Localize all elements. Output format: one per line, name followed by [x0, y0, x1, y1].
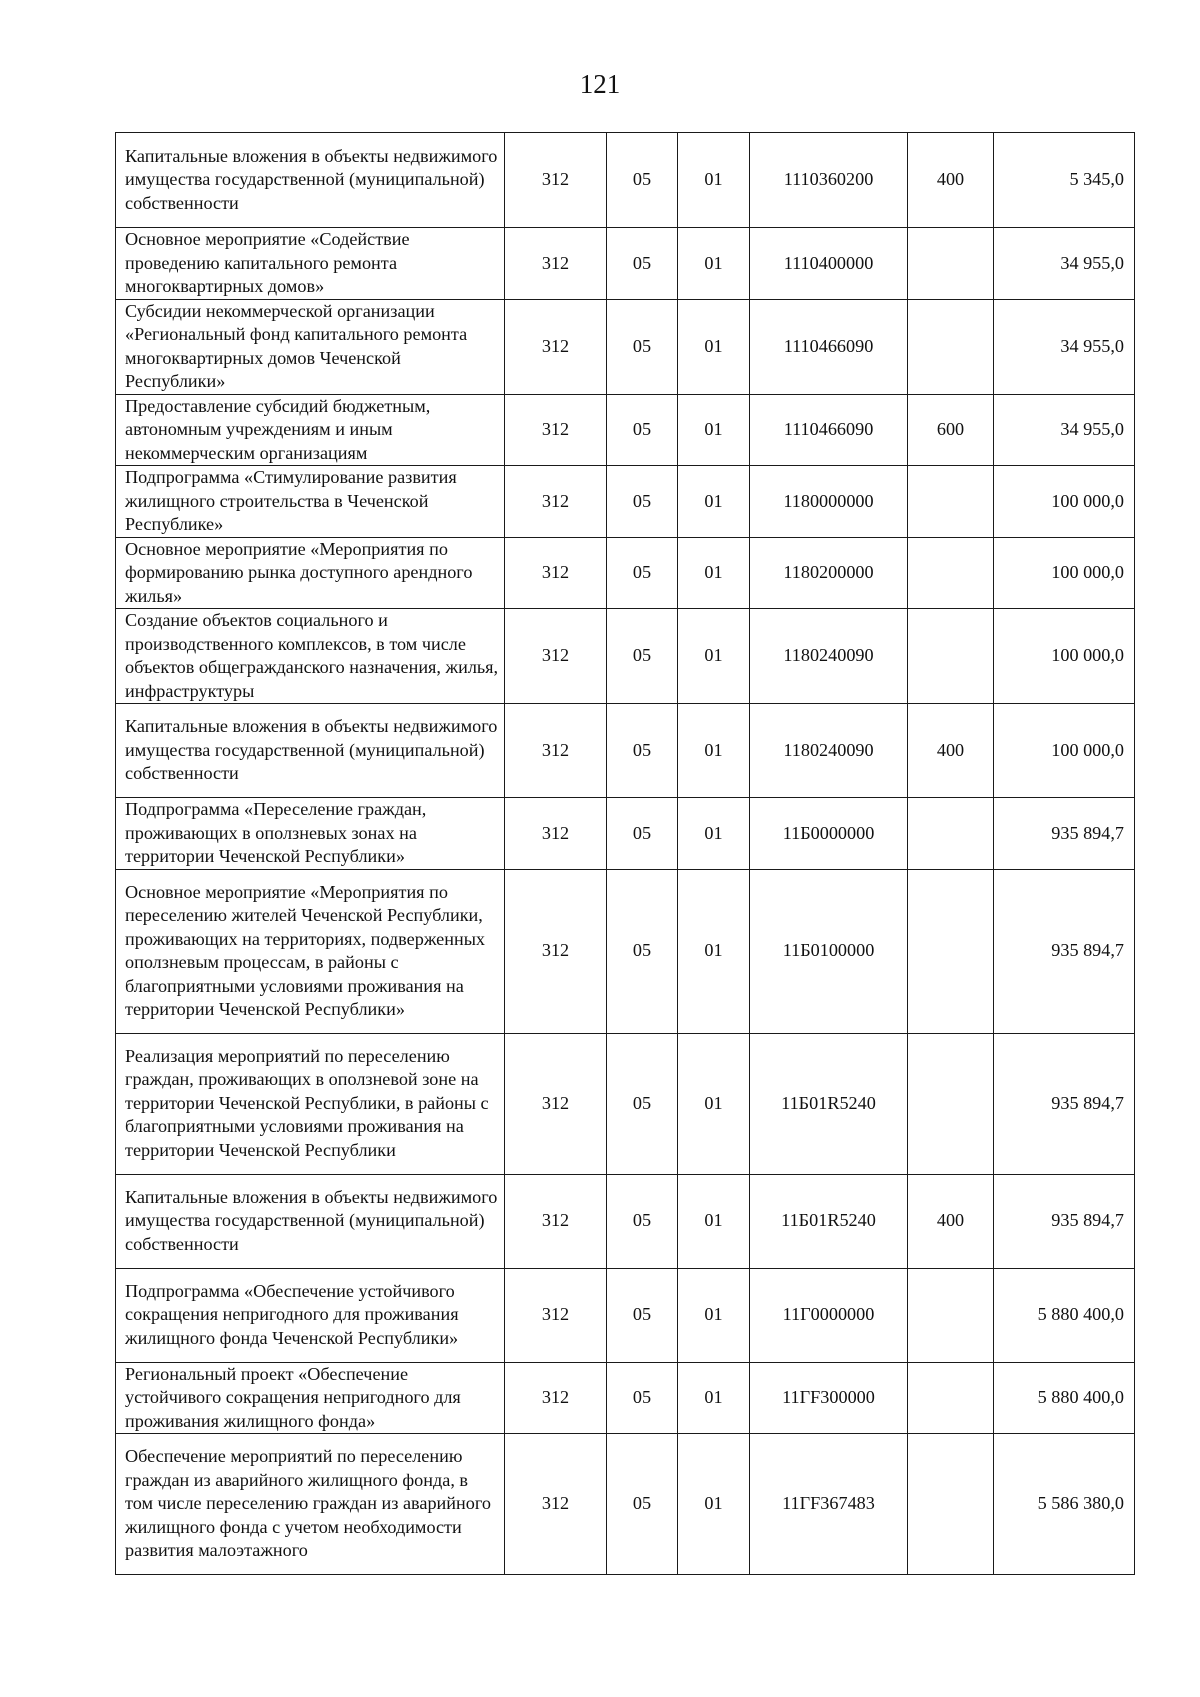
row-section-code: 05 — [607, 1434, 678, 1575]
row-target-code: 11Б0000000 — [750, 798, 908, 870]
row-amount: 100 000,0 — [994, 704, 1135, 798]
row-amount: 5 880 400,0 — [994, 1362, 1135, 1434]
row-ministry-code: 312 — [505, 1362, 607, 1434]
row-subsection-code: 01 — [678, 704, 750, 798]
row-section-code: 05 — [607, 1033, 678, 1174]
table-row — [116, 394, 1135, 466]
row-subsection-code: 01 — [678, 798, 750, 870]
table-row — [116, 1174, 1135, 1268]
table-row — [116, 1268, 1135, 1362]
row-name: Капитальные вложения в объекты недвижимого имущества государственной (муниципальной) собственности — [116, 133, 505, 228]
row-target-code: 1110466090 — [750, 394, 908, 466]
row-subsection-code: 01 — [678, 1033, 750, 1174]
row-expense-type: 400 — [908, 1174, 994, 1268]
row-name: Основное мероприятие «Содействие проведению капитального ремонта многоквартирных домов» — [116, 228, 505, 300]
row-expense-type — [908, 466, 994, 538]
row-expense-type: 600 — [908, 394, 994, 466]
row-expense-type: 400 — [908, 704, 994, 798]
row-ministry-code: 312 — [505, 228, 607, 300]
row-ministry-code: 312 — [505, 1434, 607, 1575]
table-row — [116, 1033, 1135, 1174]
row-subsection-code: 01 — [678, 466, 750, 538]
row-subsection-code: 01 — [678, 133, 750, 228]
row-section-code: 05 — [607, 609, 678, 704]
row-target-code: 1180240090 — [750, 609, 908, 704]
row-subsection-code: 01 — [678, 299, 750, 394]
row-subsection-code: 01 — [678, 394, 750, 466]
row-target-code: 11Б01R5240 — [750, 1174, 908, 1268]
row-amount: 935 894,7 — [994, 1174, 1135, 1268]
row-section-code: 05 — [607, 704, 678, 798]
row-section-code: 05 — [607, 1174, 678, 1268]
row-subsection-code: 01 — [678, 228, 750, 300]
row-target-code: 11Б0100000 — [750, 869, 908, 1033]
row-section-code: 05 — [607, 537, 678, 609]
row-ministry-code: 312 — [505, 798, 607, 870]
row-ministry-code: 312 — [505, 1268, 607, 1362]
row-amount: 100 000,0 — [994, 609, 1135, 704]
row-section-code: 05 — [607, 299, 678, 394]
table-row — [116, 133, 1135, 228]
table-row — [116, 299, 1135, 394]
page-number: 121 — [579, 69, 621, 99]
table-row — [116, 1434, 1135, 1575]
row-amount: 34 955,0 — [994, 299, 1135, 394]
row-subsection-code: 01 — [678, 1434, 750, 1575]
row-amount: 34 955,0 — [994, 394, 1135, 466]
row-subsection-code: 01 — [678, 537, 750, 609]
row-expense-type — [908, 299, 994, 394]
row-amount: 5 880 400,0 — [994, 1268, 1135, 1362]
row-ministry-code: 312 — [505, 299, 607, 394]
row-section-code: 05 — [607, 798, 678, 870]
row-subsection-code: 01 — [678, 609, 750, 704]
row-section-code: 05 — [607, 228, 678, 300]
row-expense-type — [908, 228, 994, 300]
row-section-code: 05 — [607, 1268, 678, 1362]
row-name: Основное мероприятие «Мероприятия по переселению жителей Чеченской Республики, проживающих на территориях, подверженных оползневым процессам, в районы с благоприятными условиями проживания на территории Чеченской Республики» — [116, 869, 505, 1033]
row-subsection-code: 01 — [678, 1174, 750, 1268]
row-amount: 100 000,0 — [994, 466, 1135, 538]
row-name: Субсидии некоммерческой организации «Региональный фонд капитального ремонта многоквартирных домов Чеченской Республики» — [116, 299, 505, 394]
row-target-code: 11Г0000000 — [750, 1268, 908, 1362]
row-target-code: 1180000000 — [750, 466, 908, 538]
row-name: Основное мероприятие «Мероприятия по формированию рынка доступного арендного жилья» — [116, 537, 505, 609]
row-expense-type — [908, 609, 994, 704]
row-amount: 935 894,7 — [994, 869, 1135, 1033]
row-amount: 100 000,0 — [994, 537, 1135, 609]
row-subsection-code: 01 — [678, 869, 750, 1033]
row-expense-type — [908, 869, 994, 1033]
row-target-code: 11ГF367483 — [750, 1434, 908, 1575]
row-expense-type — [908, 1033, 994, 1174]
budget-table — [115, 132, 1135, 1575]
row-name: Подпрограмма «Переселение граждан, проживающих в оползневых зонах на территории Чеченской Республики» — [116, 798, 505, 870]
row-name: Региональный проект «Обеспечение устойчивого сокращения непригодного для проживания жилищного фонда» — [116, 1362, 505, 1434]
row-section-code: 05 — [607, 394, 678, 466]
row-name: Создание объектов социального и производственного комплексов, в том числе объектов общегражданского назначения, жилья, инфраструктуры — [116, 609, 505, 704]
table-row — [116, 1362, 1135, 1434]
row-target-code: 11Б01R5240 — [750, 1033, 908, 1174]
row-ministry-code: 312 — [505, 869, 607, 1033]
row-target-code: 11ГF300000 — [750, 1362, 908, 1434]
table-row — [116, 609, 1135, 704]
row-target-code: 1180200000 — [750, 537, 908, 609]
row-ministry-code: 312 — [505, 133, 607, 228]
row-section-code: 05 — [607, 133, 678, 228]
row-expense-type — [908, 1268, 994, 1362]
row-ministry-code: 312 — [505, 609, 607, 704]
row-expense-type — [908, 798, 994, 870]
row-target-code: 1180240090 — [750, 704, 908, 798]
row-ministry-code: 312 — [505, 466, 607, 538]
row-expense-type — [908, 1434, 994, 1575]
row-section-code: 05 — [607, 466, 678, 538]
row-name: Обеспечение мероприятий по переселению граждан из аварийного жилищного фонда, в том числе переселению граждан из аварийного жилищного фонда с учетом необходимости развития малоэтажного — [116, 1434, 505, 1575]
table-row — [116, 228, 1135, 300]
row-subsection-code: 01 — [678, 1362, 750, 1434]
table-row — [116, 798, 1135, 870]
table-row — [116, 704, 1135, 798]
table-row — [116, 537, 1135, 609]
row-ministry-code: 312 — [505, 1174, 607, 1268]
row-name: Подпрограмма «Обеспечение устойчивого сокращения непригодного для проживания жилищного фонда Чеченской Республики» — [116, 1268, 505, 1362]
table-row — [116, 869, 1135, 1033]
row-target-code: 1110400000 — [750, 228, 908, 300]
row-ministry-code: 312 — [505, 704, 607, 798]
row-expense-type: 400 — [908, 133, 994, 228]
row-name: Реализация мероприятий по переселению граждан, проживающих в оползневой зоне на территории Чеченской Республики, в районы с благоприятными условиями проживания на территории Чеченской Республики — [116, 1033, 505, 1174]
row-ministry-code: 312 — [505, 1033, 607, 1174]
row-amount: 5 345,0 — [994, 133, 1135, 228]
row-name: Капитальные вложения в объекты недвижимого имущества государственной (муниципальной) собственности — [116, 1174, 505, 1268]
row-section-code: 05 — [607, 1362, 678, 1434]
row-expense-type — [908, 1362, 994, 1434]
row-target-code: 1110360200 — [750, 133, 908, 228]
row-ministry-code: 312 — [505, 537, 607, 609]
table-row — [116, 466, 1135, 538]
row-amount: 935 894,7 — [994, 798, 1135, 870]
row-amount: 935 894,7 — [994, 1033, 1135, 1174]
row-name: Подпрограмма «Стимулирование развития жилищного строительства в Чеченской Республике» — [116, 466, 505, 538]
row-section-code: 05 — [607, 869, 678, 1033]
row-ministry-code: 312 — [505, 394, 607, 466]
row-name: Капитальные вложения в объекты недвижимого имущества государственной (муниципальной) собственности — [116, 704, 505, 798]
row-amount: 5 586 380,0 — [994, 1434, 1135, 1575]
row-name: Предоставление субсидий бюджетным, автономным учреждениям и иным некоммерческим организациям — [116, 394, 505, 466]
row-amount: 34 955,0 — [994, 228, 1135, 300]
row-subsection-code: 01 — [678, 1268, 750, 1362]
row-expense-type — [908, 537, 994, 609]
row-target-code: 1110466090 — [750, 299, 908, 394]
